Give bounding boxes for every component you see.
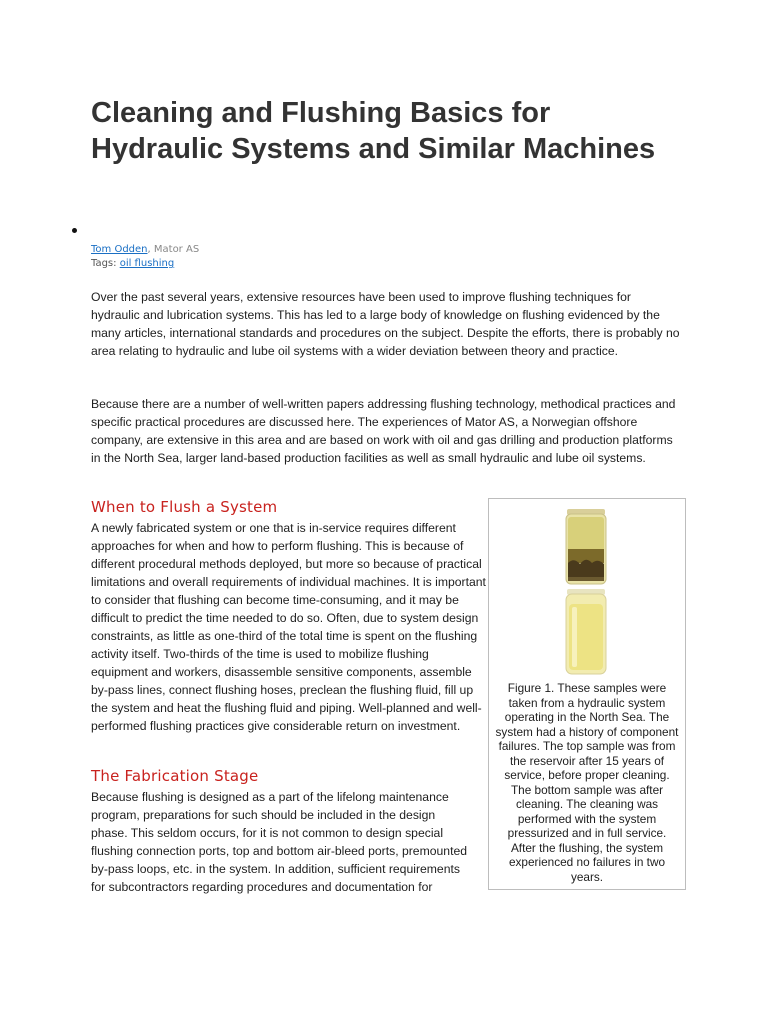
- figure-caption: Figure 1. These samples were taken from a hydraulic system operating in the North Sea. The system had a history of component failures. The top sample was from the reservoir after 15 years of service, before proper cleaning. The bottom sample was after cleaning. The cleaning was performed with the system pressurized and in full service. After the flushing, the system experienced no failures in two years.: [495, 681, 679, 884]
- intro-paragraph-2: Because there are a number of well-written papers addressing flushing technology, methodical practices and specific practical procedures are discussed here. The experiences of Mator AS, a Norwegian offshore company, are extensive in this area and are based on work with oil and gas drilling and production platforms in the North Sea, larger land-based production facilities as well as small hydraulic and lube oil systems.: [91, 397, 676, 465]
- company-name: Mator AS: [153, 244, 200, 255]
- article-title: Cleaning and Flushing Basics for Hydraulic Systems and Similar Machines: [91, 97, 656, 165]
- tag-link-oil-flushing[interactable]: oil flushing: [119, 258, 175, 269]
- author-link[interactable]: Tom Odden: [91, 244, 148, 255]
- section-heading-fabrication-stage: The Fabrication Stage: [91, 767, 259, 785]
- oil-sample-jars-image: [564, 509, 608, 677]
- intro-paragraph-1: Over the past several years, extensive resources have been used to improve flushing techniques for hydraulic and lubrication systems. This has led to a large body of knowledge on flushing evidenced by the many articles, international standards and procedures on the subject. Despite the efforts, there is probably no area relating to hydraulic and lube oil systems with a wider deviation between theory and practice.: [91, 290, 680, 358]
- byline: [91, 243, 199, 271]
- section-1-text: A newly fabricated system or one that is in-service requires different approaches for when and how to perform flushing. This is because of different procedural methods deployed, but more so because of practical limitations and overall requirements of individual machines. It is important to consider that flushing can become time-consuming, and it may be difficult to predict the time needed to do so. Often, due to system design constraints, as little as one-third of the total time is spent on the flushing activity itself. Two-thirds of the time is used to mobilize flushing equipment and workers, disassemble sensitive components, assemble by-pass lines, connect flushing hoses, preclean the flushing fluid, fill up the system and heat the flushing fluid and piping. Well-planned and well-performed flushing practices give considerable return on investment.: [91, 521, 486, 733]
- tags-label: Tags:: [91, 258, 117, 269]
- author-separator: ,: [147, 244, 151, 255]
- section-2-text: Because flushing is designed as a part of the lifelong maintenance program, preparations for such should be included in the design phase. This seldom occurs, for it is not common to design special flushing connection ports, top and bottom air-bleed ports, premounted by-pass loops, etc. in the system. In addition, sufficient requirements for subcontractors regarding procedures and documentation for: [91, 790, 468, 894]
- section-heading-when-to-flush: When to Flush a System: [91, 498, 278, 516]
- list-bullet: [72, 228, 77, 233]
- figure-1: [488, 498, 686, 890]
